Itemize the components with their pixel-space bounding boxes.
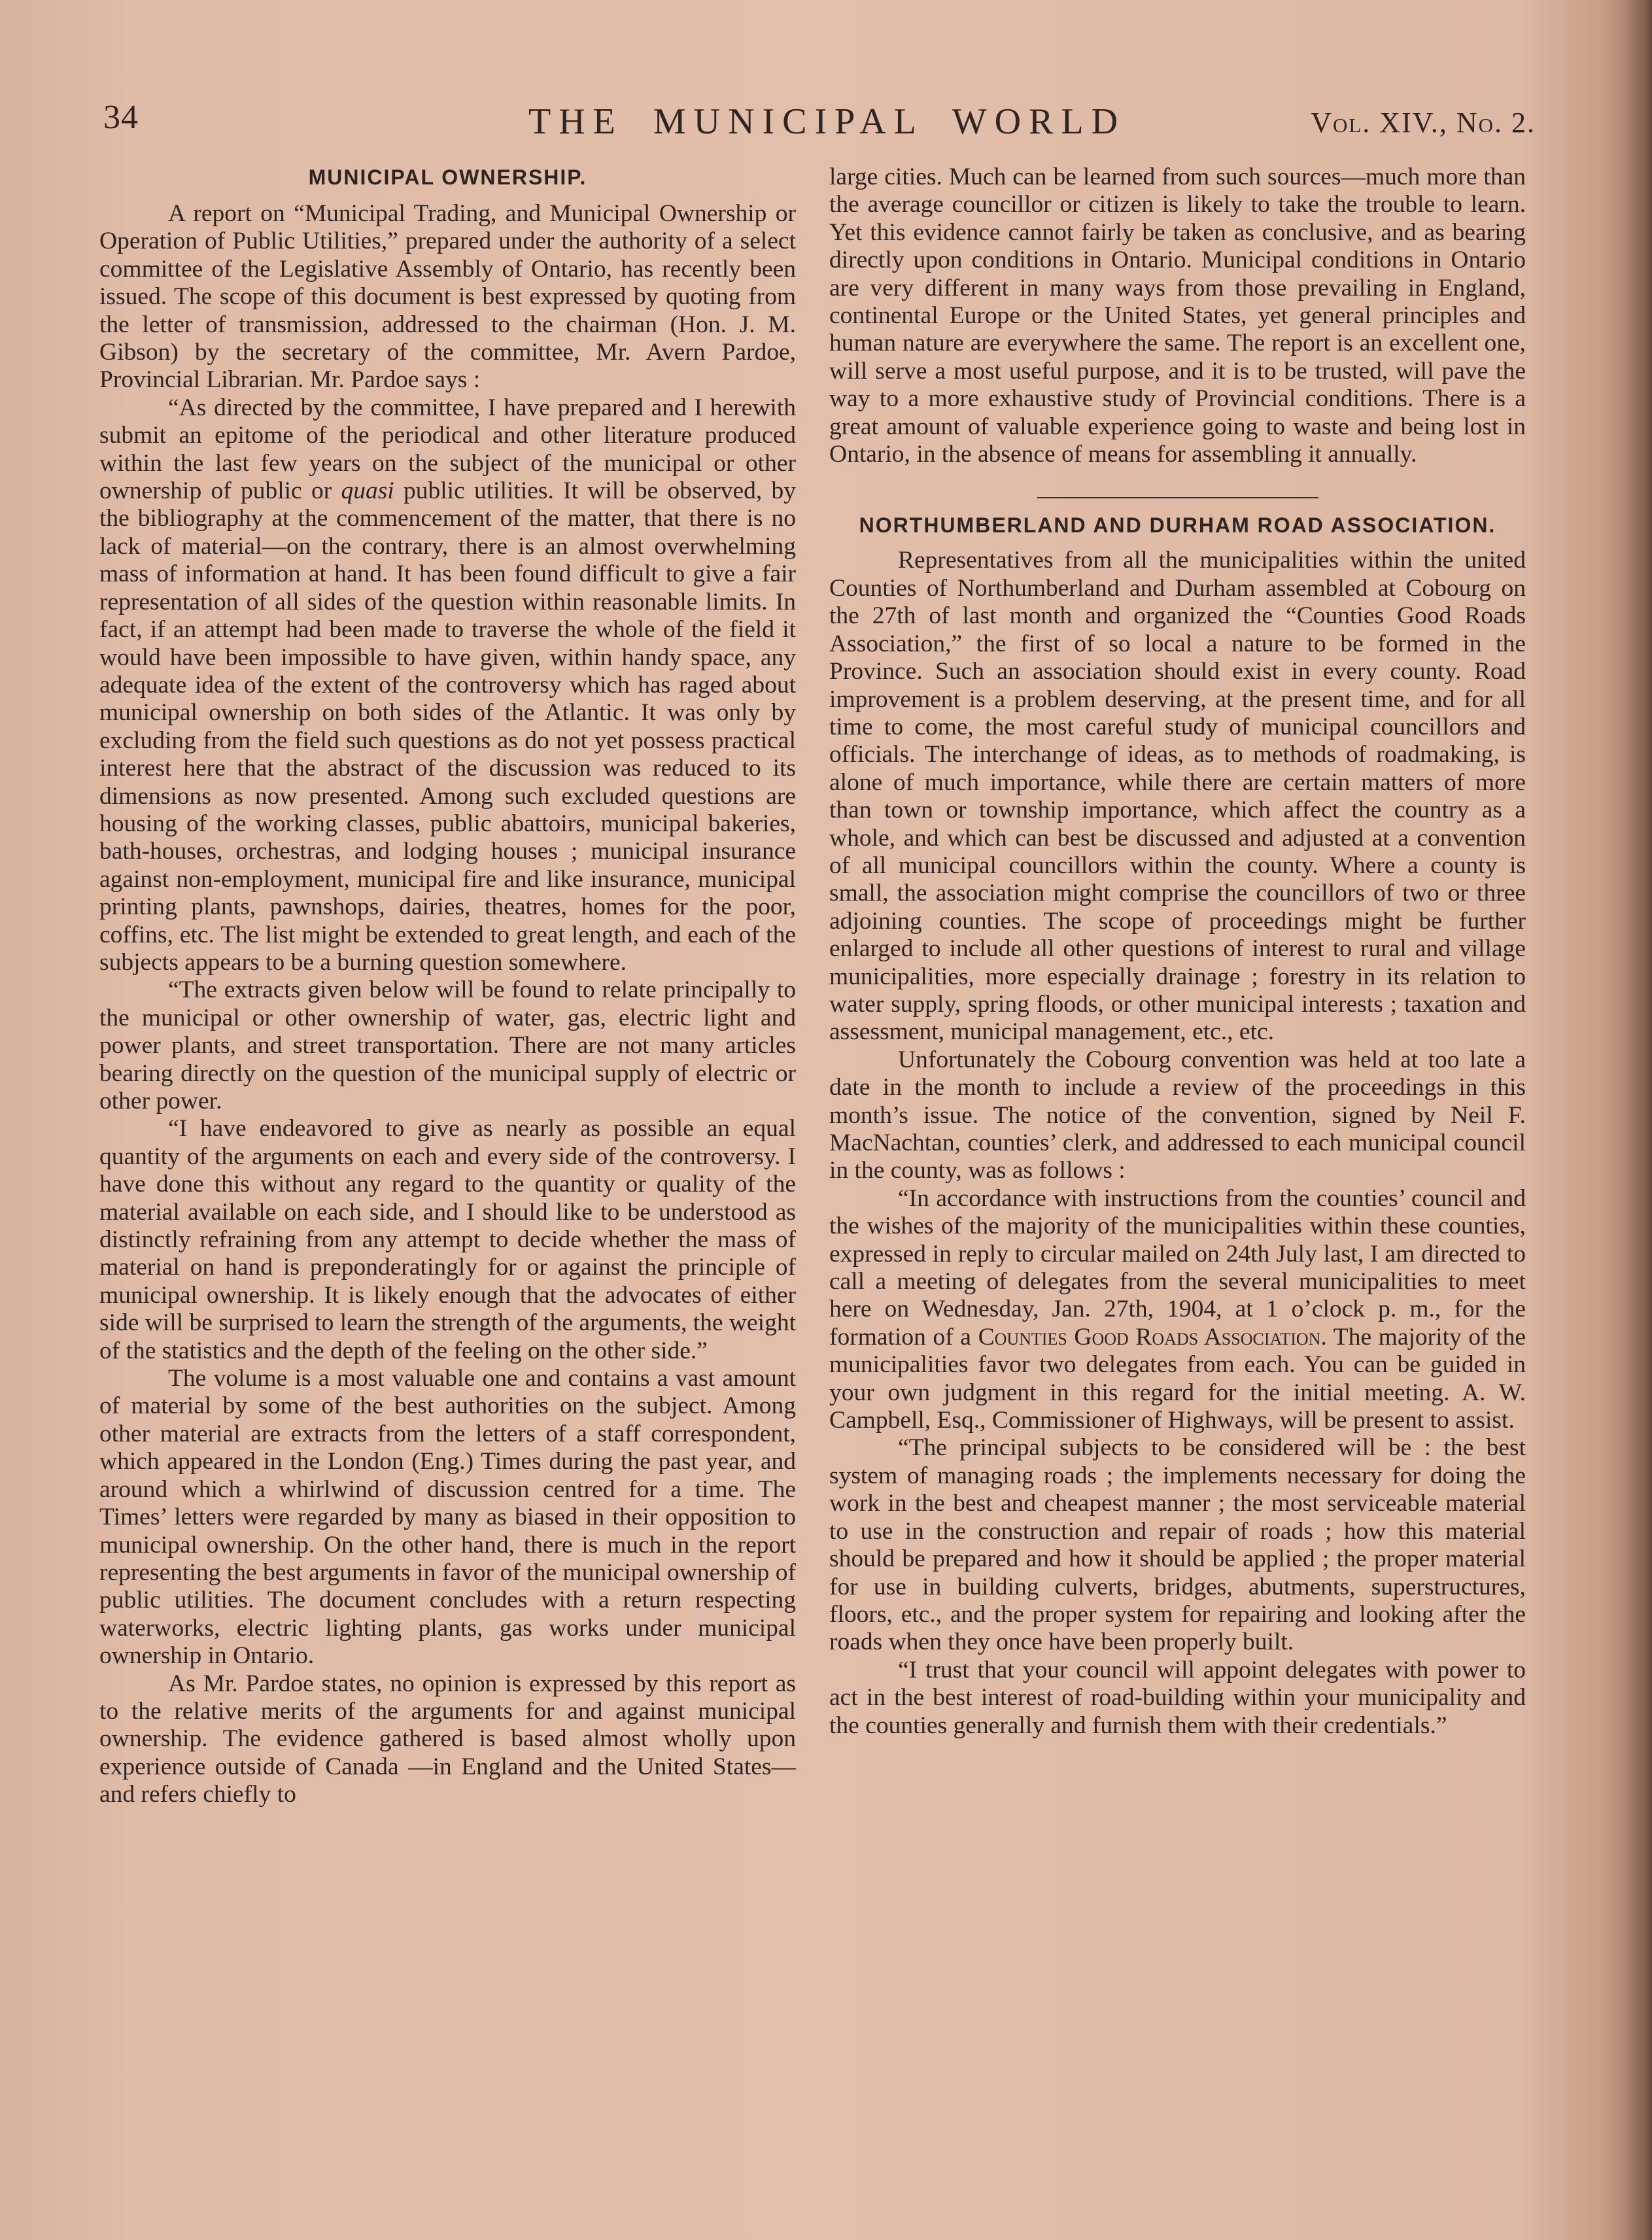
- paragraph-continued: large cities. Much can be learned from such sources—much more than the average councillor or citizen is likely to take the trouble to learn. Yet this evidence cannot fairly be taken as conclusive, and as bearing directly upon conditions in Ontario. Municipal conditions in Ontario are very different in many ways from those prevailing in England, continental Europe or the United States, yet general principles and human nature are everywhere the same. The report is an excellent one, will serve a most useful purpose, and it is to be trusted, will pave the way to a more exhaustive study of Provincial conditions. There is a great amount of valuable experience going to waste and being lost in Ontario, in the absence of means for assembling it annually.: [829, 164, 1526, 468]
- left-column: [99, 164, 796, 1809]
- paragraph-text: public utilities. It will be observed, by the bibliography at the commencement of the matter, that there is no lack of material—on the contrary, there is an almost overwhelming mass of information at hand. It has been found difficult to give a fair representation of all sides of the question within reasonable limits. In fact, if an attempt had been made to traverse the whole of the field it would have been impossible to have given, within handy space, any adequate idea of the extent of the controversy which has raged about municipal ownership on both sides of the Atlantic. It was only by excluding from the field such questions as do not yet possess practical interest here that the abstract of the discussion was reduced to its dimensions as now presented. Among such excluded questions are housing of the working classes, public abattoirs, municipal bakeries, bath-houses, orchestras, and lodging houses ; municipal insurance against non-employment, municipal fire and like insurance, municipal printing plants, pawnshops, dairies, theatres, homes for the poor, coffins, etc. The list might be extended to great length, and each of the subjects appears to be a burning question somewhere.: [99, 477, 797, 976]
- article-title-municipal-ownership: MUNICIPAL OWNERSHIP.: [308, 165, 587, 189]
- paragraph: “The principal subjects to be considered will be : the best system of managing roads ; the implements necessary for doing the work in the best and cheapest manner ; the most serviceable material to use in the construction and repair of roads ; how this material should be prepared and how it should be applied ; the proper material for use in building culverts, bridges, abutments, superstructures, floors, etc., and the proper system for repairing and looking after the roads when they once have been properly built.: [829, 1434, 1526, 1656]
- journal-title: THE MUNICIPAL WORLD: [528, 101, 1126, 142]
- paragraph-text: “As directed by the committee, I have prepared and I herewith submit an epitome of the periodical and other literature produced within the last few years on the subject of the municipal or other ownership of public or: [99, 394, 796, 505]
- italic-word: quasi: [341, 477, 394, 505]
- paragraph-text: The majority of the municipalities favor two delegates from each. You can be guided in your own judgment in this regard for the initial meeting. A. W. Campbell, Esq., Commissioner of Highways, will be present to assist.: [829, 1323, 1526, 1434]
- paragraph: Representatives from all the municipalities within the united Counties of Northumberland and Durham assembled at Cobourg on the 27th of last month and organized the “Counties Good Roads Association,” the first of so local a nature to be formed in the Province. Such an association should exist in every county. Road improvement is a problem deserving, at the present time, and for all time to come, the most careful study of municipal councillors and officials. The interchange of ideas, as to methods of roadmaking, is alone of much importance, while there are certain matters of more than town or township importance, which affect the country as a whole, and which can best be discussed and adjusted at a convention of all municipal councillors within the county. Where a county is small, the association might comprise the councillors of two or three adjoining counties. The scope of proceedings might be further enlarged to include all other questions of interest to rural and village municipalities, more especially drainage ; forestry in its relation to water supply, spring floods, or other municipal interests ; taxation and assessment, municipal management, etc., etc.: [829, 547, 1526, 1046]
- paragraph: A report on “Municipal Trading, and Municipal Ownership or Operation of Public Utilities,” prepared under the authority of a select committee of the Legislative Assembly of Ontario, has recently been issued. The scope of this document is best expressed by quoting from the letter of transmission, addressed to the chairman (Hon. J. M. Gibson) by the secretary of the committee, Mr. Avern Pardoe, Provincial Librarian. Mr. Pardoe says :: [99, 200, 796, 394]
- page-number: 34: [103, 99, 139, 136]
- paragraph: “The extracts given below will be found to relate principally to the municipal or other ownership of water, gas, electric light and power plants, and street transportation. There are not many articles bearing directly on the question of the municipal supply of electric or other power.: [99, 976, 796, 1114]
- small-caps-text: Counties Good Roads Association.: [978, 1323, 1327, 1351]
- paragraph-text: “In accordance with instructions from the counties’ council and the wishes of the majority of the municipalities within these counties, expressed in reply to circular mailed on 24th July last, I am directed to call a meeting of delegates from the several municipalities to meet here on Wednesday, Jan. 27th, 1904, at 1 o’clock p. m., for the formation of a: [829, 1184, 1526, 1351]
- paragraph: The volume is a most valuable one and contains a vast amount of material by some of the best authorities on the subject. Among other material are extracts from the letters of a staff correspondent, which appeared in the London (Eng.) Times during the past year, and around which a whirlwind of discussion centred for a time. The Times’ letters were regarded by many as biased in their opposition to municipal ownership. On the other hand, there is much in the report representing the best arguments in favor of the municipal ownership of public utilities. The document concludes with a return respecting waterworks, electric lighting plants, gas works under municipal ownership in Ontario.: [99, 1365, 796, 1670]
- section-divider: [1037, 497, 1318, 498]
- paragraph: [99, 394, 796, 977]
- article-title-northumberland-durham: NORTHUMBERLAND AND DURHAM ROAD ASSOCIATION.: [859, 513, 1496, 538]
- running-header: [103, 98, 1536, 150]
- paragraph: Unfortunately the Cobourg convention was held at too late a date in the month to include a review of the proceedings in this month’s issue. The notice of the convention, signed by Neil F. MacNachtan, counties’ clerk, and addressed to each municipal council in the county, was as follows :: [829, 1046, 1526, 1184]
- paragraph: [829, 1185, 1526, 1435]
- right-column: [829, 164, 1526, 1740]
- page-edge-shadow: [1626, 0, 1652, 2240]
- paragraph: “I trust that your council will appoint delegates with power to act in the best interest of road-building within your municipality and the counties generally and furnish them with their credentials.”: [829, 1656, 1526, 1739]
- volume-number: Vol. XIV., No. 2.: [1311, 107, 1536, 139]
- paragraph: As Mr. Pardoe states, no opinion is expressed by this report as to the relative merits of the arguments for and against municipal ownership. The evidence gathered is based almost wholly upon experience outside of Canada —in England and the United States—and refers chiefly to: [99, 1670, 796, 1808]
- paragraph: “I have endeavored to give as nearly as possible an equal quantity of the arguments on each and every side of the controversy. I have done this without any regard to the quantity or quality of the material available on each side, and I should like to be understood as distinctly refraining from any attempt to decide whether the mass of material on hand is preponderatingly for or against the principle of municipal ownership. It is likely enough that the advocates of either side will be surprised to learn the strength of the arguments, the weight of the statistics and the depth of the feeling on the other side.”: [99, 1115, 796, 1364]
